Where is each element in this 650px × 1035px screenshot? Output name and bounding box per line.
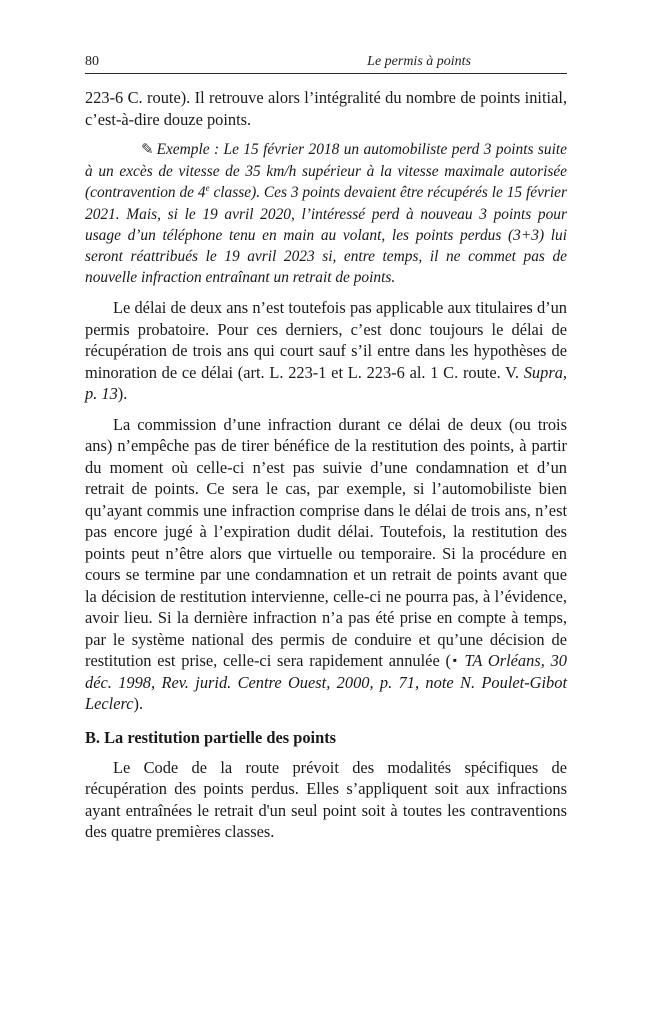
pencil-hand-icon: ✎: [141, 142, 154, 158]
cross-reference: Supra, p. 13: [85, 362, 567, 404]
paragraph-2-end: ).: [117, 384, 128, 404]
body-paragraph-4: Le Code de la route prévoit des modalités spécifiques de récupération des points perdus. Elles s’appliquent soit aux infractions ayant entraînées le retrait d'un seul point soit à toutes les contraventions des quatre premières classes.: [85, 757, 567, 842]
body-paragraph-1: 223-6 C. route). Il retrouve alors l’intégralité du nombre de points initial, c’est-à-dire douze points.: [85, 88, 567, 129]
section-heading: B. La restitution partielle des points: [85, 727, 337, 747]
bullet-icon: ▪: [451, 653, 459, 668]
example-block: [85, 139, 567, 288]
paragraph-2-text: Le délai de deux ans n’est toutefois pas applicable aux titulaires d’un permis probatoire. Pour ces derniers, c’est donc toujours le délai de récupération de trois ans qui court sauf s’il entre dans les hypothèses de minoration de ce délai (art. L. 223-1 et L. 223-6 al. 1 C. route. V.: [85, 298, 567, 382]
example-superscript: e: [205, 183, 210, 194]
book-page: [85, 54, 567, 843]
running-header: [85, 54, 567, 74]
body-paragraph-2: [85, 297, 567, 405]
paragraph-3-end: ).: [133, 694, 144, 714]
running-title: Le permis à points: [367, 54, 471, 69]
page-body: [85, 87, 567, 843]
paragraph-3-text: La commission d’une infraction durant ce délai de deux (ou trois ans) n’empêche pas de tirer bénéfice de la restitution des points, à partir du moment où celle-ci n’est pas suivie d’une condamnation et d’un retrait de points. Ce sera le cas, par exemple, si l’automobiliste bien qu’ayant commis une infraction comprise dans le délai de trois ans, n’est pas encore jugé à l’expiration dudit délai. Toutefois, la restitution des points peut n’être alors que virtuelle ou temporaire. Si la procédure en cours se termine par une condamnation et un retrait de points avant que la décision de restitution intervienne, celle-ci ne pourra pas, à l’évidence, avoir lieu. Si la dernière infraction n’a pas été prise en compte à temps, par le système national des permis de conduire et qu’une décision de restitution est prise, celle-ci sera rapidement annulée (: [85, 414, 567, 671]
body-paragraph-3: [85, 414, 567, 715]
example-text-part-2: classe). Ces 3 points devaient être récupérés le 15 février 2021. Mais, si le 19 avril 2020, l’intéressé perd à nouveau 3 points pour usage d’un téléphone tenu en main au volant, les points perdus (3+3) lui seront réattribués le 19 avril 2023 si, entre temps, il ne commet pas de nouvelle infraction entraînant un retrait de points.: [85, 184, 567, 287]
case-citation: TA Orléans, 30 déc. 1998, Rev. jurid. Centre Ouest, 2000, p. 71, note N. Poulet-Gibot Leclerc: [85, 651, 567, 714]
example-text-part-1: Exemple : Le 15 février 2018 un automobiliste perd 3 points suite à un excès de vitesse de 35 km/h supérieur à la vitesse maximale autorisée (contravention de 4: [85, 141, 567, 202]
page-number: 80: [85, 54, 99, 69]
